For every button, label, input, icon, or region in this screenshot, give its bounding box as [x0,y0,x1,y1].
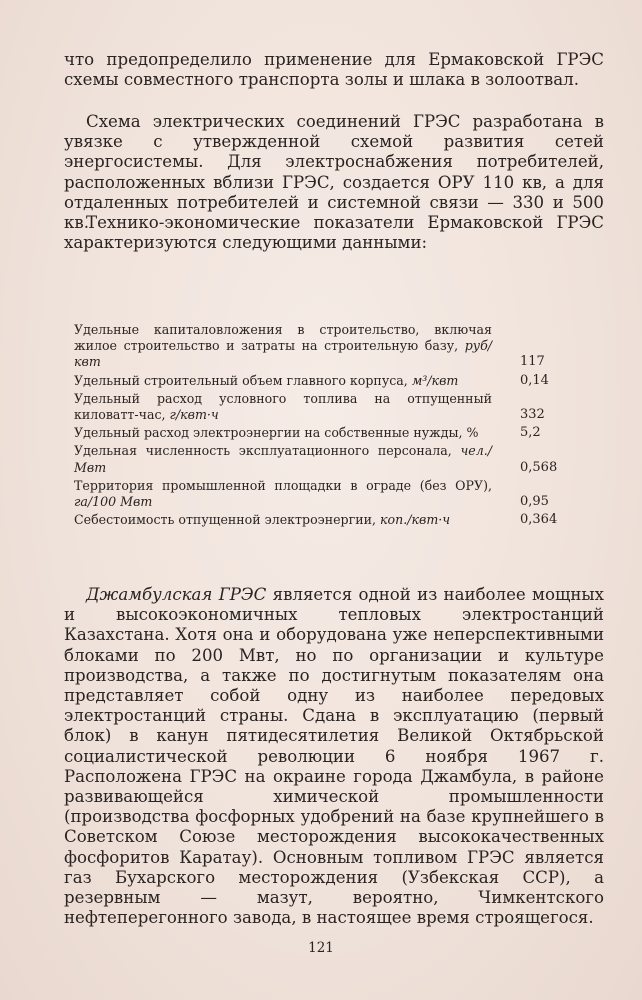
indicator-label: Удельный расход условного топлива на отпущенный киловатт-час, г/квт·ч [74,390,492,423]
indicator-value: 5,2 [520,425,541,441]
indicator-row [74,425,594,441]
indicator-row [74,373,594,389]
indicators-table [74,322,594,530]
indicator-label: Удельный строительный объем главного корпуса, м³/квт [74,372,459,388]
indicator-value: 117 [520,354,545,370]
indicator-row [74,391,594,423]
indicator-value: 0,364 [520,512,558,528]
indicator-label: Удельная численность эксплуатационного персонала, чел./Мвт [74,443,492,475]
indicator-row [74,512,594,528]
paragraph-intro: что предопределило применение для Ермаковской ГРЭС схемы совместного транспорта золы и шлака в золоотвал. [64,50,604,90]
paragraph-indicators-intro: Технико-экономические показатели Ермаковской ГРЭС характеризуются следующими данными: [64,213,604,253]
indicator-row [74,322,594,371]
indicator-value: 0,95 [520,494,549,510]
indicator-row [74,478,594,510]
plant-name: Джамбулская ГРЭС [86,585,267,604]
indicator-value: 0,568 [520,459,558,475]
indicator-row [74,443,594,475]
page-number: 121 [308,940,334,956]
paragraph-dzhambul: Джамбулская ГРЭС является одной из наиболее мощных и высокоэкономичных тепловых электростанций Казахстана. Хотя она и оборудована уже неперспективными блоками по 200 Мвт, но по организации и культуре производства, а также по достигнутым показателям она представляет собой одну из наиболее передовых электростанций страны. Сдана в эксплуатацию (первый блок) в канун пятидесятилетия Великой Октябрьской социалистической революции 6 ноября 1967 г. Расположена ГРЭС на окраине города Джамбула, в районе развивающейся химической промышленности (производства фосфорных удобрений на базе крупнейшего в Советском Союзе месторождения высококачественных фосфоритов Каратау). Основным топливом ГРЭС является газ Бухарского месторождения (Узбекская ССР), а резервным — мазут, вероятно, Чимкентского нефтеперегонного завода, в настоящее время строящегося. [64,585,604,928]
indicator-label: Территория промышленной площадки в ограде (без ОРУ), га/100 Мвт [74,477,492,510]
indicator-value: 332 [520,407,545,423]
paragraph-electrical-scheme: Схема электрических соединений ГРЭС разработана в увязке с утвержденной схемой развития сетей энергосистемы. Для электроснабжения потребителей, расположенных вблизи ГРЭС, создается ОРУ 110 кв, а для отдаленных потребителей и системной связи — 330 и 500 кв. [64,112,604,233]
indicator-label: Удельные капиталовложения в строительство, включая жилое строительство и затраты на строительную базу, руб/квт [74,322,492,370]
indicator-label: Себестоимость отпущенной электроэнергии, коп./квт·ч [74,512,451,528]
indicator-label: Удельный расход электроэнергии на собственные нужды, % [74,425,479,441]
indicator-value: 0,14 [520,372,549,388]
